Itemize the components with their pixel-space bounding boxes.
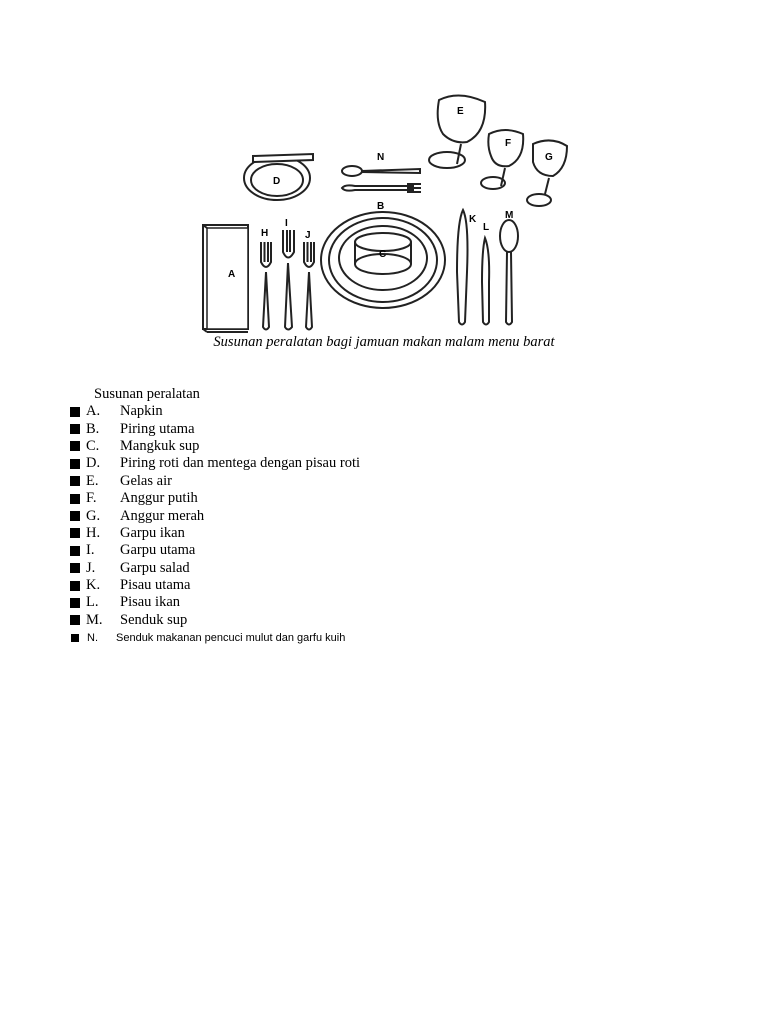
square-bullet-icon	[71, 634, 79, 642]
label-g: G	[545, 152, 553, 163]
salad-fork-drawing	[304, 242, 314, 330]
list-item: B. Piring utama	[70, 420, 670, 437]
list-item: K. Pisau utama	[70, 577, 670, 594]
label-l: L	[483, 222, 490, 233]
label-m: M	[505, 210, 514, 221]
fish-fork-drawing	[261, 242, 271, 330]
square-bullet-icon	[70, 459, 80, 469]
list-item: E. Gelas air	[70, 473, 670, 490]
square-bullet-icon	[70, 407, 80, 417]
main-fork-drawing	[283, 230, 294, 330]
main-plate-drawing	[321, 212, 445, 308]
list-item: H. Garpu ikan	[70, 525, 670, 542]
list-item: N. Senduk makanan pencuci mulut dan garfu kuih	[70, 629, 670, 647]
square-bullet-icon	[70, 563, 80, 573]
square-bullet-icon	[70, 581, 80, 591]
square-bullet-icon	[70, 528, 80, 538]
square-bullet-icon	[70, 494, 80, 504]
square-bullet-icon	[70, 511, 80, 521]
white-wine-glass-drawing	[481, 130, 523, 189]
label-h: H	[261, 228, 269, 239]
list-item: F. Anggur putih	[70, 490, 670, 507]
label-a: A	[228, 269, 236, 280]
label-b: B	[377, 201, 385, 212]
square-bullet-icon	[70, 546, 80, 556]
napkin-drawing	[203, 225, 248, 332]
list-item: L. Pisau ikan	[70, 594, 670, 611]
list-item: C. Mangkuk sup	[70, 438, 670, 455]
list-heading: Susunan peralatan	[94, 386, 200, 402]
figure-caption: Susunan peralatan bagi jamuan makan malam menu barat	[213, 334, 555, 350]
label-n: N	[377, 152, 385, 163]
soup-spoon-drawing	[500, 220, 518, 325]
square-bullet-icon	[70, 615, 80, 625]
fish-knife-drawing	[482, 238, 489, 325]
label-i: I	[285, 218, 288, 229]
label-d: D	[273, 176, 281, 187]
label-k: K	[469, 214, 477, 225]
square-bullet-icon	[70, 441, 80, 451]
list-item: G. Anggur merah	[70, 507, 670, 524]
label-f: F	[505, 138, 512, 149]
label-c: C	[379, 249, 387, 260]
main-knife-drawing	[457, 210, 468, 325]
utensil-list	[70, 386, 670, 647]
square-bullet-icon	[70, 476, 80, 486]
list-item: I. Garpu utama	[70, 542, 670, 559]
list-item: A. Napkin	[70, 403, 670, 420]
list-item: J. Garpu salad	[70, 560, 670, 577]
red-wine-glass-drawing	[527, 140, 567, 206]
label-j: J	[305, 230, 311, 241]
square-bullet-icon	[70, 424, 80, 434]
list-item: D. Piring roti dan mentega dengan pisau roti	[70, 455, 670, 472]
square-bullet-icon	[70, 598, 80, 608]
table-setting-illustration	[195, 82, 585, 334]
list-item: M. Senduk sup	[70, 612, 670, 629]
dessert-cutlery-drawing	[342, 166, 421, 192]
label-e: E	[457, 106, 464, 117]
